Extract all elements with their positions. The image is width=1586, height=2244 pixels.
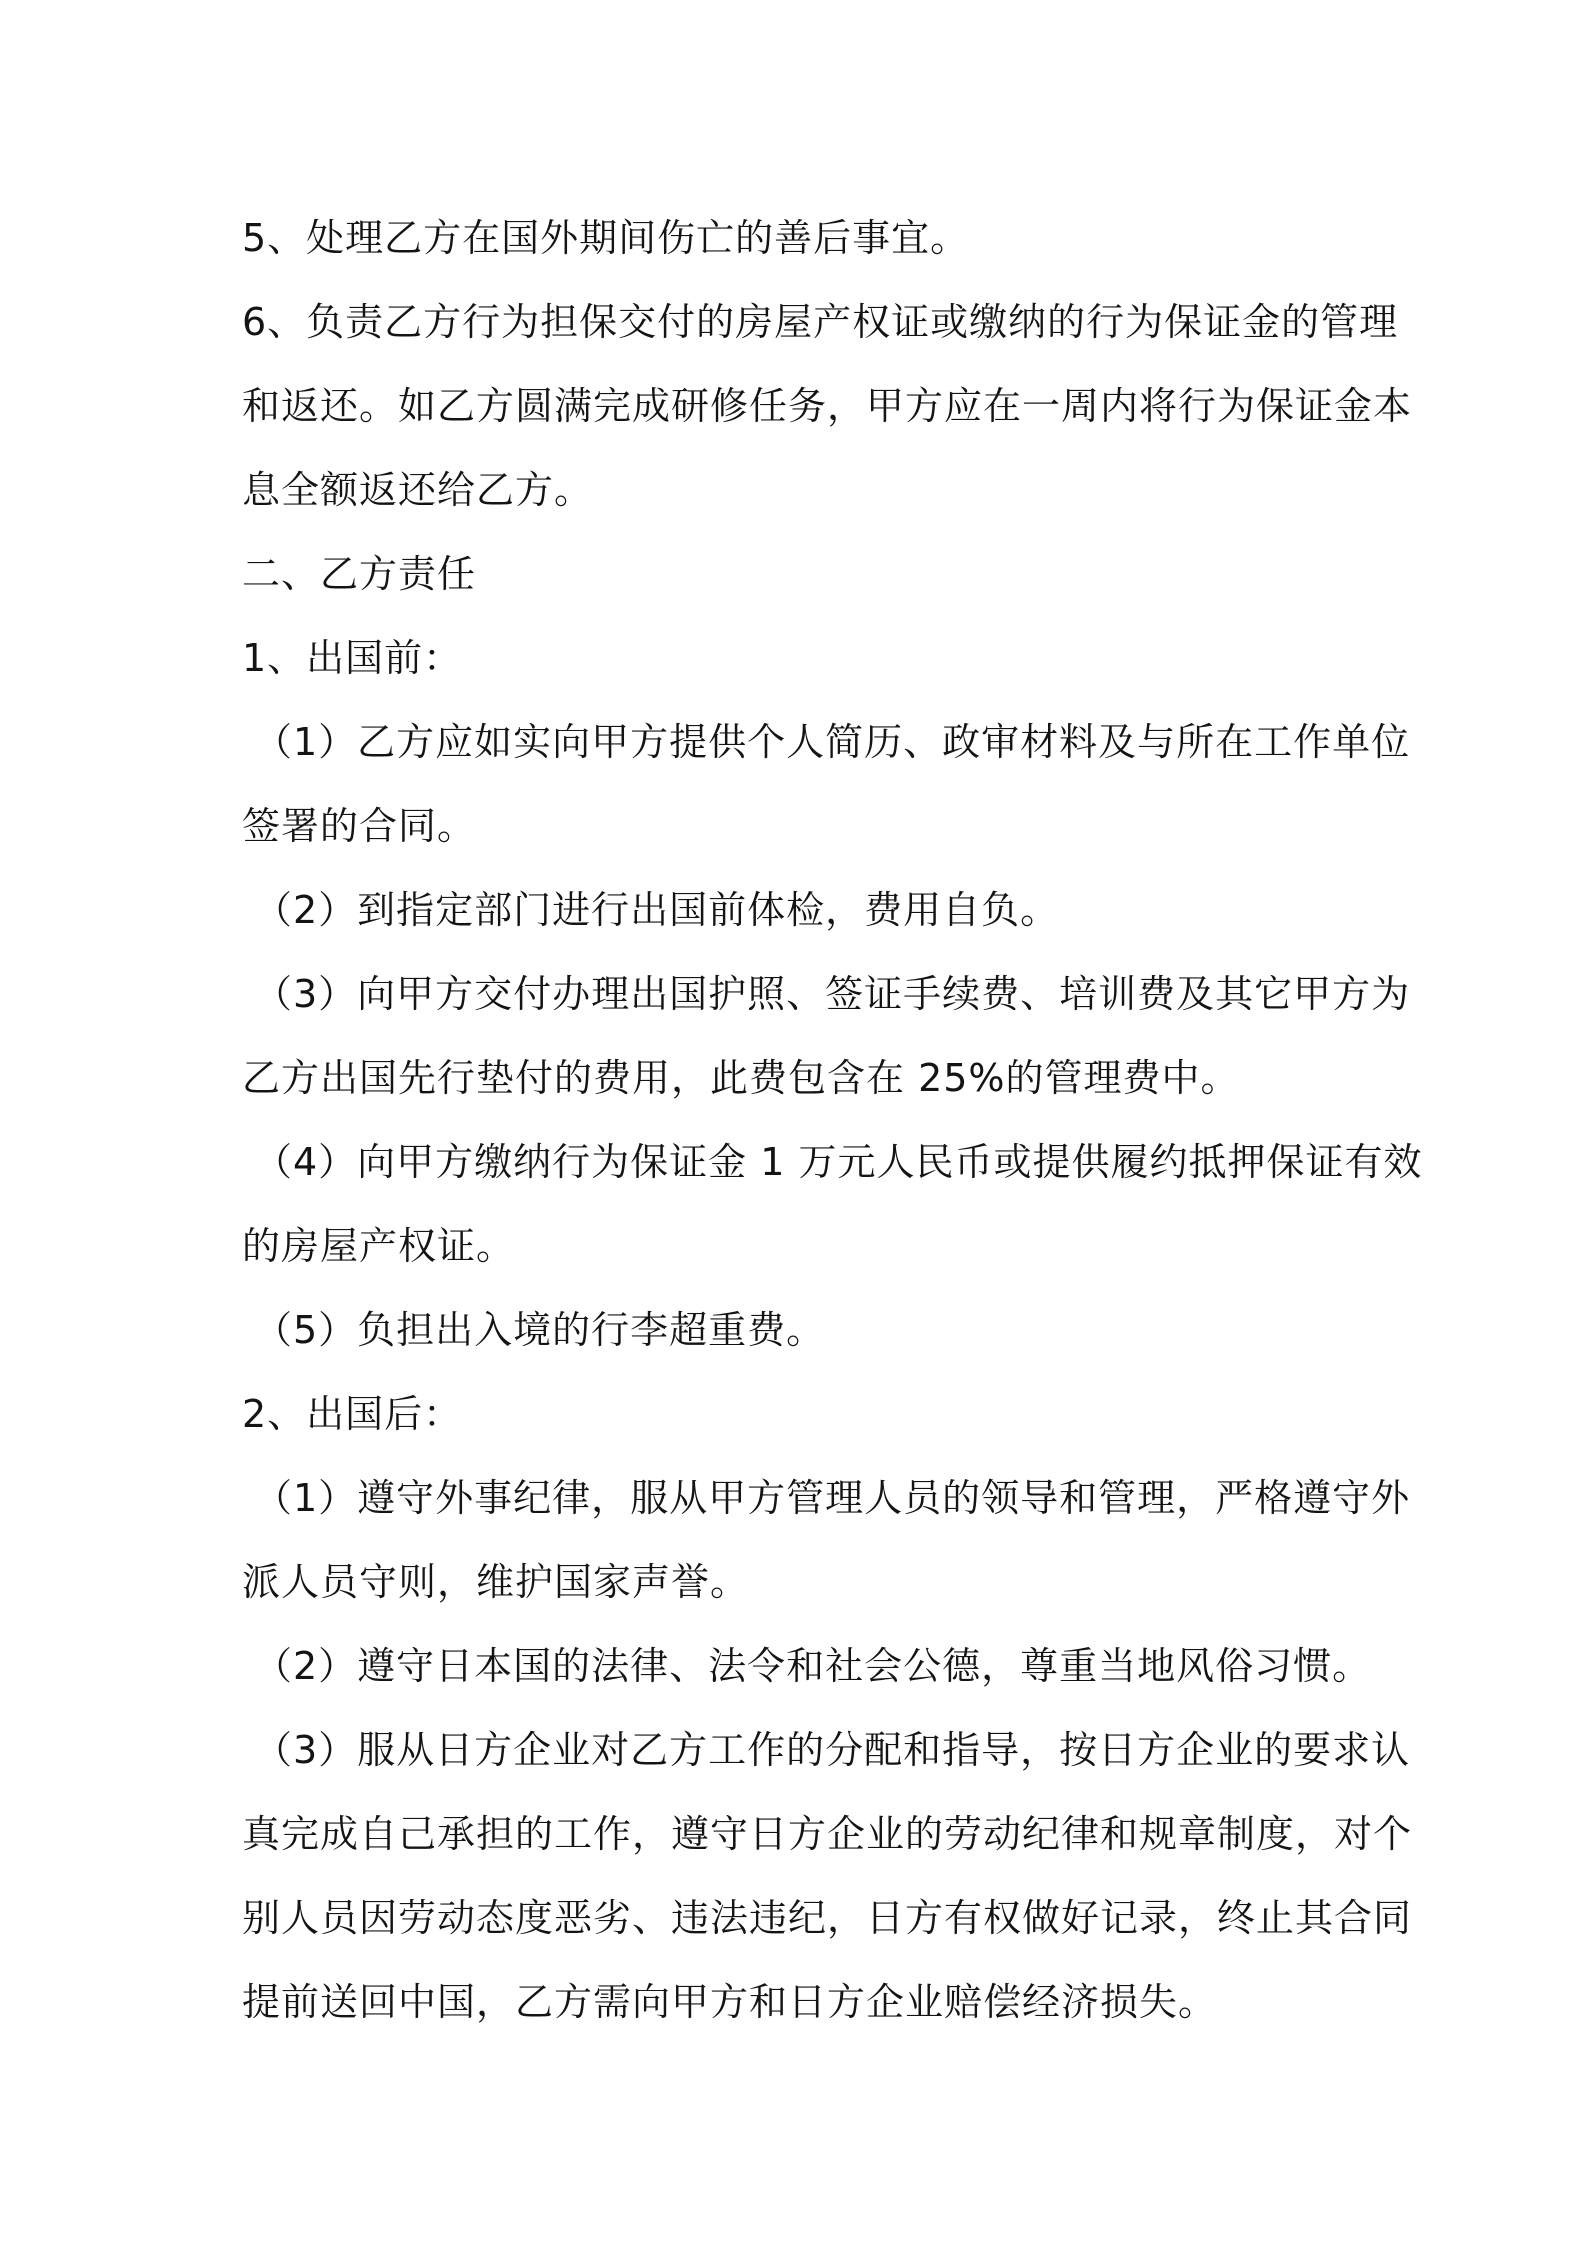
item-b1-5: （5）负担出入境的行李超重费。 — [254, 1308, 826, 1352]
clause-a6-line-3: 息全额返还给乙方。 — [242, 468, 594, 512]
item-b2-1-line-2: 派人员守则，维护国家声誉。 — [242, 1560, 750, 1604]
item-b1-1-line-2: 签署的合同。 — [242, 804, 477, 848]
item-b2-2: （2）遵守日本国的法律、法令和社会公德，尊重当地风俗习惯。 — [254, 1644, 1372, 1688]
item-b1-2: （2）到指定部门进行出国前体检，费用自负。 — [254, 888, 1060, 932]
item-b1-1-line-1: （1）乙方应如实向甲方提供个人简历、政审材料及与所在工作单位 — [254, 720, 1411, 764]
item-b1-3-line-2: 乙方出国先行垫付的费用，此费包含在 25%的管理费中。 — [242, 1056, 1240, 1100]
item-b1-3-line-1: （3）向甲方交付办理出国护照、签证手续费、培训费及其它甲方为 — [254, 972, 1411, 1016]
item-b1-4-line-1: （4）向甲方缴纳行为保证金 1 万元人民币或提供履约抵押保证有效 — [254, 1140, 1423, 1184]
item-b1-4-line-2: 的房屋产权证。 — [242, 1224, 516, 1268]
item-b2-3-line-2: 真完成自己承担的工作，遵守日方企业的劳动纪律和规章制度，对个 — [242, 1812, 1413, 1856]
item-b2-1-line-1: （1）遵守外事纪律，服从甲方管理人员的领导和管理，严格遵守外 — [254, 1476, 1411, 1520]
section-heading-party-b: 二、乙方责任 — [242, 552, 477, 596]
clause-a6-line-2: 和返还。如乙方圆满完成研修任务，甲方应在一周内将行为保证金本 — [242, 384, 1413, 428]
clause-a6-line-1: 6、负责乙方行为担保交付的房屋产权证或缴纳的行为保证金的管理 — [242, 300, 1399, 344]
subsection-before-departure: 1、出国前： — [242, 636, 463, 680]
subsection-after-departure: 2、出国后： — [242, 1392, 463, 1436]
item-b2-3-line-1: （3）服从日方企业对乙方工作的分配和指导，按日方企业的要求认 — [254, 1728, 1411, 1772]
item-b2-3-line-4: 提前送回中国，乙方需向甲方和日方企业赔偿经济损失。 — [242, 1980, 1218, 2024]
document-body — [242, 196, 1423, 2044]
clause-a5: 5、处理乙方在国外期间伤亡的善后事宜。 — [242, 216, 970, 260]
item-b2-3-line-3: 别人员因劳动态度恶劣、违法违纪，日方有权做好记录，终止其合同 — [242, 1896, 1413, 1940]
